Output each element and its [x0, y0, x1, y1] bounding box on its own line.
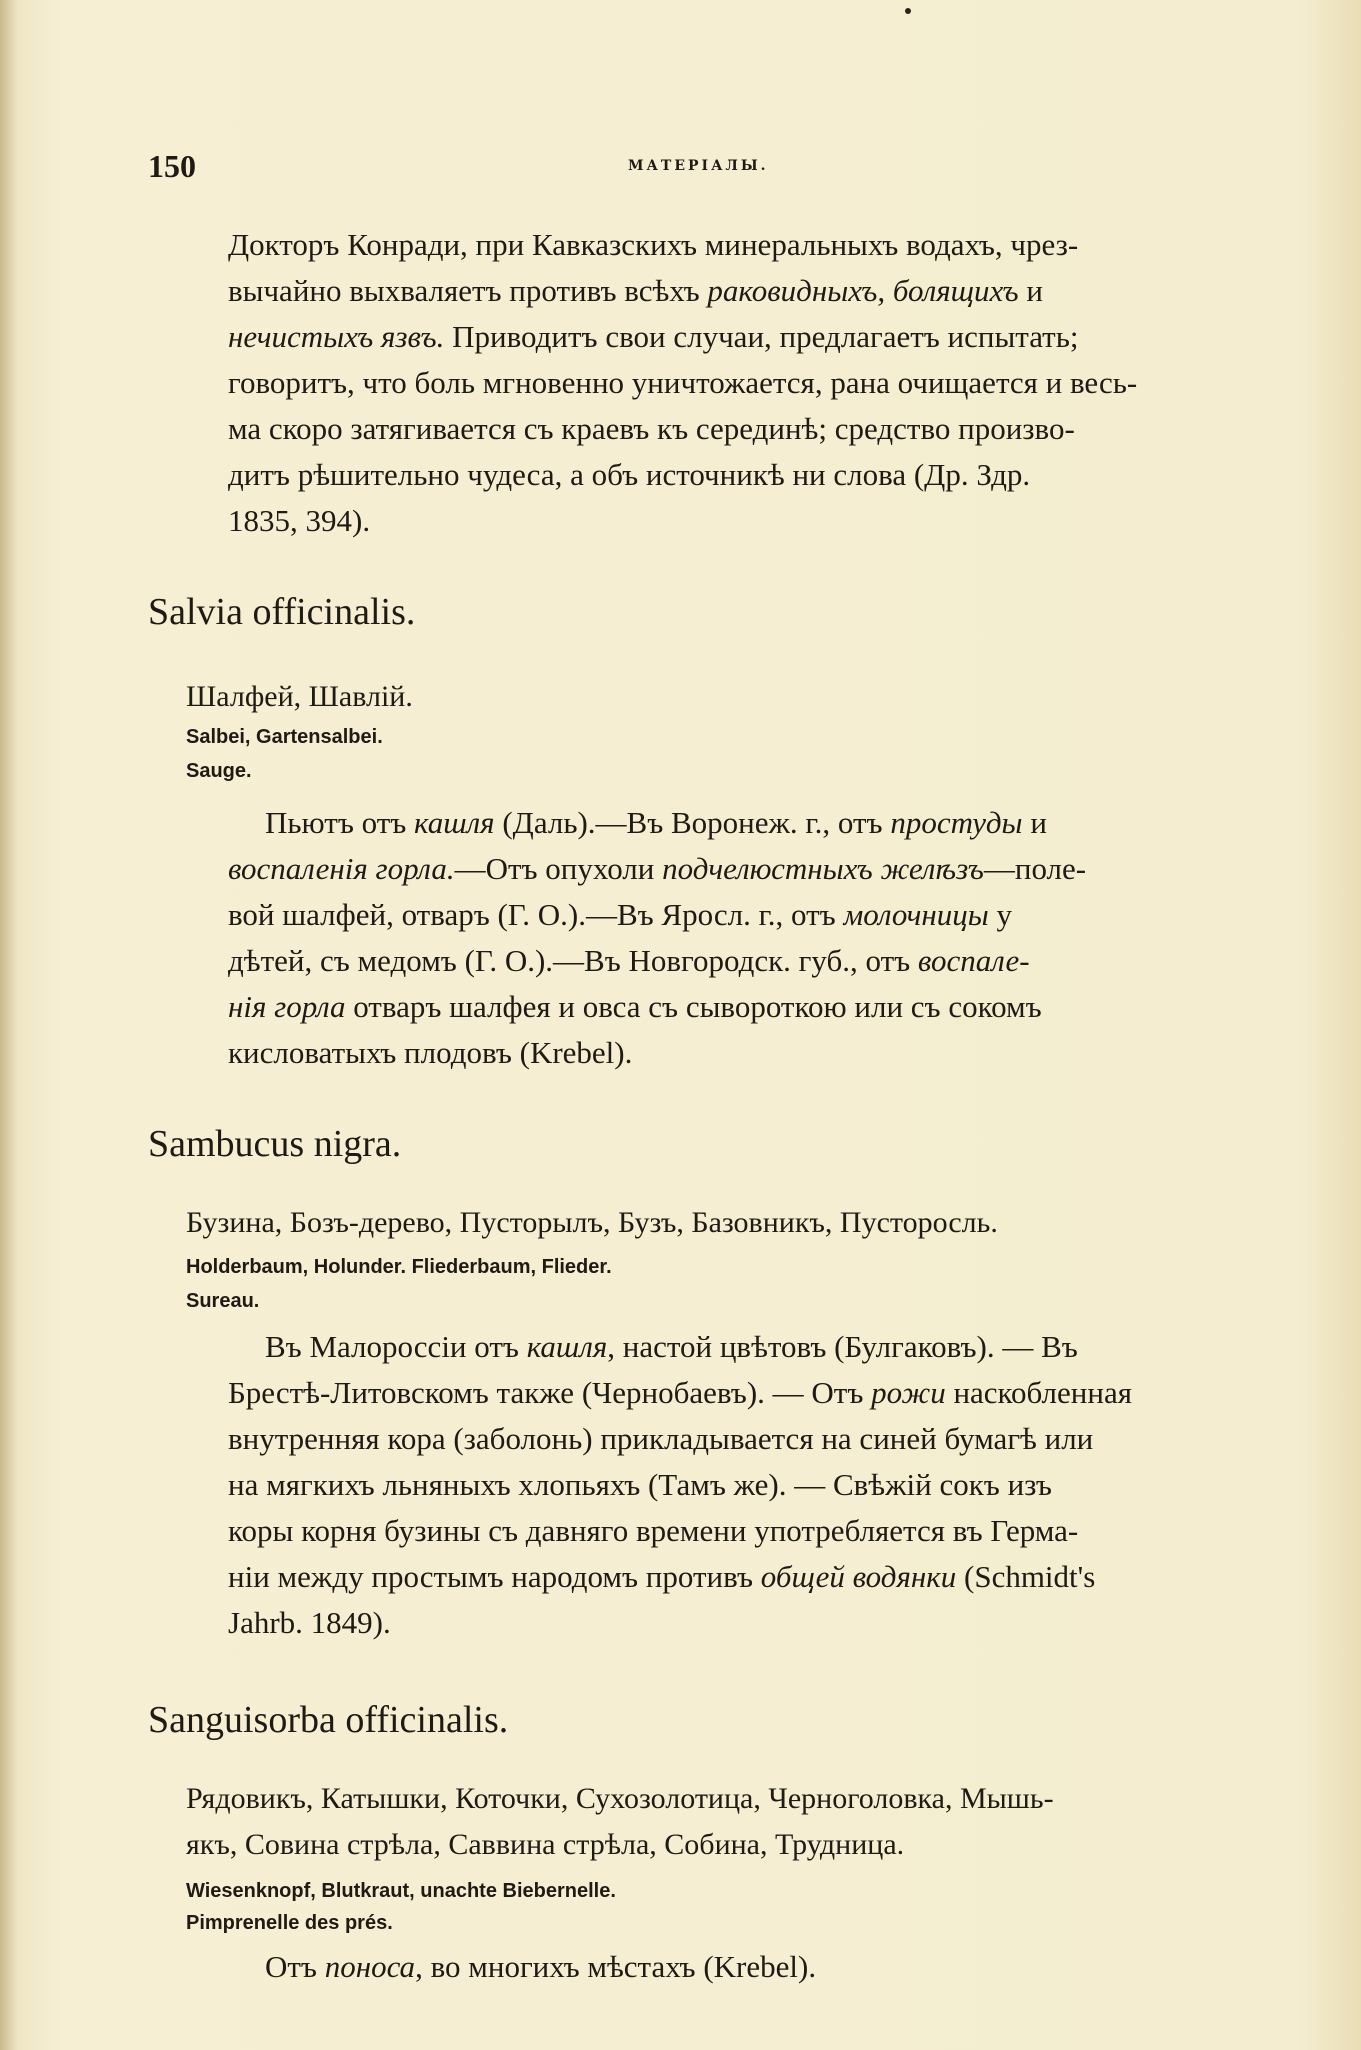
text: Брестѣ-Литовскомъ также (Чернобаевъ). — Отъ: [228, 1375, 872, 1410]
italic-term: воспаленія горла.: [228, 851, 455, 886]
sambucus-line-2: [228, 1370, 1200, 1416]
italic-term: рожи: [871, 1375, 946, 1410]
salvia-line-3: [228, 892, 1200, 938]
italic-term: воспале-: [917, 943, 1030, 978]
text: Отъ: [265, 1949, 325, 1984]
salvia-names-fr: Sauge.: [186, 760, 252, 782]
salvia-line-2: [228, 846, 1200, 892]
text: (Schmidt's: [956, 1559, 1096, 1594]
ink-speck: [905, 8, 911, 14]
text: и: [1022, 805, 1047, 840]
italic-term: кашля: [414, 805, 495, 840]
text: вычайно выхваляетъ противъ всѣхъ: [228, 273, 708, 308]
text: вой шалфей, отваръ (Г. О.).—Въ Яросл. г., отъ: [228, 897, 844, 932]
text: Приводитъ свои случаи, предлагаетъ испытать;: [444, 319, 1079, 354]
text: отваръ шалфея и овса съ сывороткою или съ сокомъ: [345, 989, 1042, 1024]
page-number: 150: [148, 148, 196, 184]
sanguisorba-names-ru-2: якъ, Совина стрѣла, Саввина стрѣла, Собина, Трудница.: [186, 1828, 905, 1861]
intro-line-4: говоритъ, что боль мгновенно уничтожается, рана очищается и весь-: [228, 365, 1138, 400]
sanguisorba-line-1: [265, 1944, 1200, 1990]
salvia-line-5: [228, 984, 1200, 1030]
italic-term: поноса: [324, 1949, 416, 1984]
italic-term: простуды: [890, 805, 1023, 840]
italic-term: раковидныхъ, болящихъ: [707, 273, 1019, 308]
text: —Отъ опухоли: [454, 851, 663, 886]
sambucus-names-de: Holderbaum, Holunder. Fliederbaum, Flieder.: [186, 1256, 612, 1278]
text: , настой цвѣтовъ (Булгаковъ). — Въ: [607, 1329, 1078, 1364]
heading-sanguisorba: Sanguisorba officinalis.: [148, 1699, 509, 1741]
text: Пьютъ отъ: [265, 805, 415, 840]
intro-line-5: ма скоро затягивается съ краевъ къ серединѣ; средство произво-: [228, 411, 1075, 446]
intro-line-3: [228, 314, 1198, 360]
sambucus-line-6: [228, 1554, 1200, 1600]
salvia-line-4: [228, 938, 1200, 984]
text: Въ Малороссіи отъ: [265, 1329, 527, 1364]
text: , во многихъ мѣстахъ (Krebel).: [415, 1949, 817, 1984]
salvia-names-ru: Шалфей, Шавлій.: [186, 680, 413, 713]
italic-term: подчелюстныхъ желѣзъ: [662, 851, 984, 886]
italic-term: общей водянки: [760, 1559, 957, 1594]
sambucus-names-ru: Бузина, Бозъ-дерево, Пусторылъ, Бузъ, Базовникъ, Пусторосль.: [186, 1206, 998, 1239]
text: —поле-: [983, 851, 1087, 886]
italic-term: молочницы: [843, 897, 989, 932]
italic-term: кашля: [526, 1329, 608, 1364]
heading-sambucus: Sambucus nigra.: [148, 1123, 402, 1165]
sambucus-line-7: Jahrb. 1849).: [228, 1605, 391, 1640]
text: наскобленная: [945, 1375, 1132, 1410]
sanguisorba-names-de: Wiesenknopf, Blutkraut, unachte Biebernelle.: [186, 1880, 616, 1902]
text: ніи между простымъ народомъ противъ: [228, 1559, 761, 1594]
sambucus-line-4: на мягкихъ льняныхъ хлопьяхъ (Тамъ же). — Свѣжій сокъ изъ: [228, 1467, 1052, 1502]
sanguisorba-names-fr: Pimprenelle des prés.: [186, 1912, 393, 1934]
salvia-line-6: кисловатыхъ плодовъ (Krebel).: [228, 1035, 633, 1070]
sanguisorba-names-ru-1: Рядовикъ, Катышки, Коточки, Сухозолотица, Черноголовка, Мышь-: [186, 1782, 1054, 1815]
text: и: [1018, 273, 1043, 308]
intro-line-1: Докторъ Конради, при Кавказскихъ минеральныхъ водахъ, чрез-: [228, 227, 1079, 262]
salvia-line-1: [265, 800, 1200, 846]
page-header: [148, 148, 1208, 188]
sambucus-line-3: внутренняя кора (заболонь) прикладывается на синей бумагѣ или: [228, 1421, 1094, 1456]
intro-line-6: дитъ рѣшительно чудеса, а объ источникѣ ни слова (Др. Здр.: [228, 457, 1031, 492]
intro-line-2: [228, 268, 1198, 314]
text: дѣтей, съ медомъ (Г. О.).—Въ Новгородск. губ., отъ: [228, 943, 918, 978]
italic-term: нечистыхъ язвъ.: [228, 319, 445, 354]
sambucus-names-fr: Sureau.: [186, 1290, 260, 1312]
running-title: МАТЕРІАЛЫ.: [628, 158, 769, 174]
sambucus-line-1: [265, 1324, 1200, 1370]
sambucus-line-5: коры корня бузины съ давняго времени употребляется въ Герма-: [228, 1513, 1079, 1548]
heading-salvia: Salvia officinalis.: [148, 591, 416, 633]
text: (Даль).—Въ Воронеж. г., отъ: [494, 805, 891, 840]
intro-line-7: 1835, 394).: [228, 503, 371, 538]
salvia-names-de: Salbei, Gartensalbei.: [186, 726, 383, 748]
italic-term: нія горла: [228, 989, 346, 1024]
text: у: [988, 897, 1012, 932]
